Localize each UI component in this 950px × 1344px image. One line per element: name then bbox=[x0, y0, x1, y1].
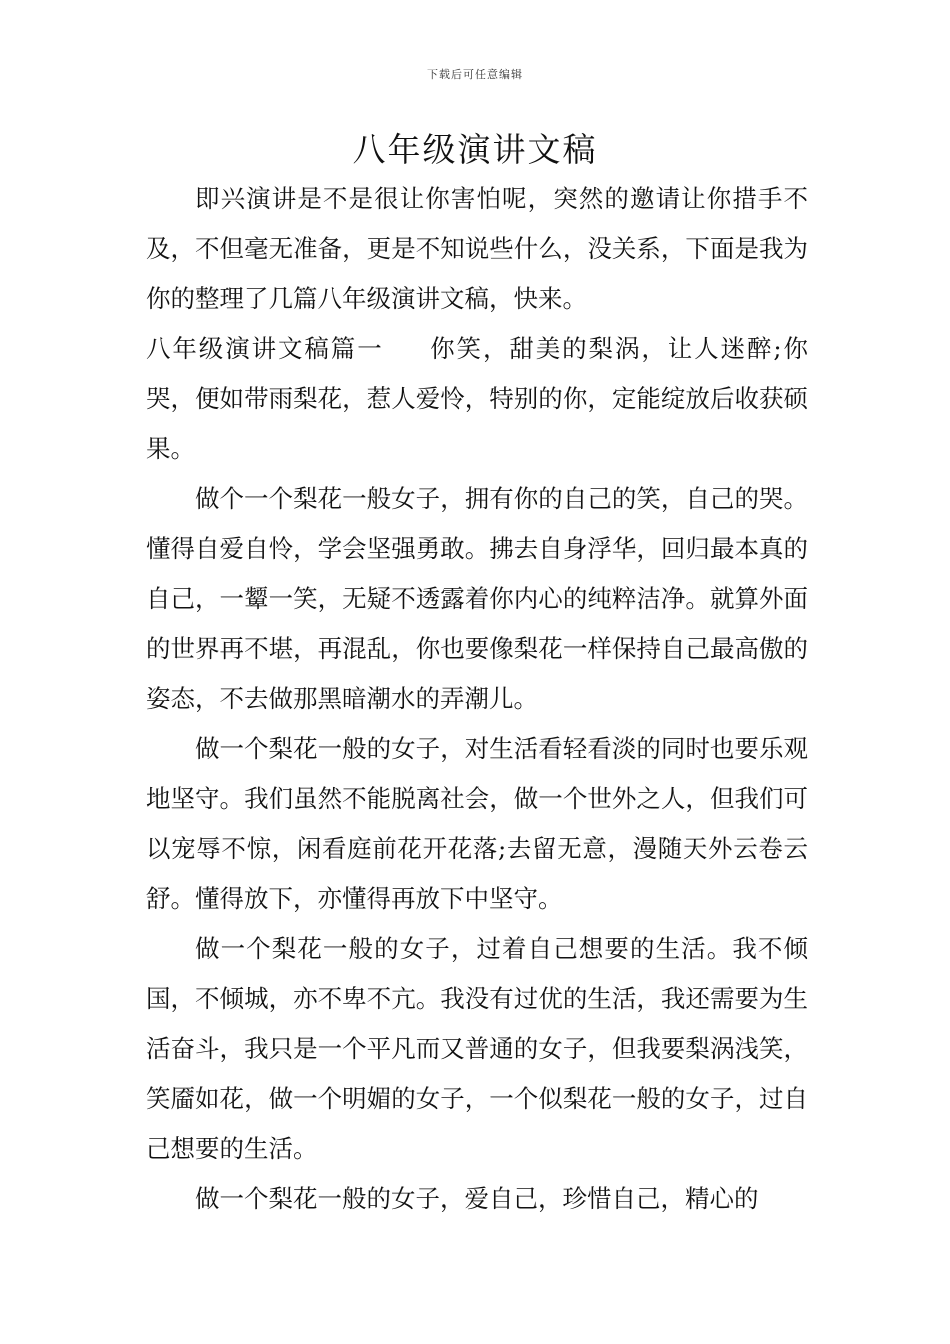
section-1-text: 你笑，甜美的梨涡，让人迷醉;你哭，便如带雨梨花，惹人爱怜，特别的你，定能绽放后收获硕果。 bbox=[146, 334, 809, 463]
header-note: 下载后可任意编辑 bbox=[427, 68, 523, 81]
document-title: 八年级演讲文稿 bbox=[352, 130, 598, 169]
section-1-paragraph bbox=[146, 324, 808, 474]
section-1-heading: 八年级演讲文稿篇一 bbox=[146, 334, 384, 363]
intro-paragraph: 即兴演讲是不是很让你害怕呢，突然的邀请让你措手不及，不但毫无准备，更是不知说些什么，没关系，下面是我为你的整理了几篇八年级演讲文稿，快来。 bbox=[146, 184, 808, 313]
body-paragraph-4: 做一个梨花一般的女子，爱自己，珍惜自己，精心的 bbox=[195, 1184, 759, 1213]
body-paragraph-2: 做一个梨花一般的女子，对生活看轻看淡的同时也要乐观地坚守。我们虽然不能脱离社会，做一个世外之人，但我们可以宠辱不惊，闲看庭前花开花落;去留无意，漫随天外云卷云舒。懂得放下，亦懂得再放下中坚守。 bbox=[146, 734, 808, 913]
body-paragraph-3: 做一个梨花一般的女子，过着自己想要的生活。我不倾国，不倾城，亦不卑不亢。我没有过优的生活，我还需要为生活奋斗，我只是一个平凡而又普通的女子，但我要梨涡浅笑，笑靥如花，做一个明媚的女子，一个似梨花一般的女子，过自己想要的生活。 bbox=[146, 934, 808, 1163]
document-body bbox=[146, 174, 808, 1224]
body-paragraph-1: 做个一个梨花一般女子，拥有你的自己的笑，自己的哭。懂得自爱自怜，学会坚强勇敢。拂去自身浮华，回归最本真的自己，一颦一笑，无疑不透露着你内心的纯粹洁净。就算外面的世界再不堪，再混乱，你也要像梨花一样保持自己最高傲的姿态，不去做那黑暗潮水的弄潮儿。 bbox=[146, 484, 808, 713]
